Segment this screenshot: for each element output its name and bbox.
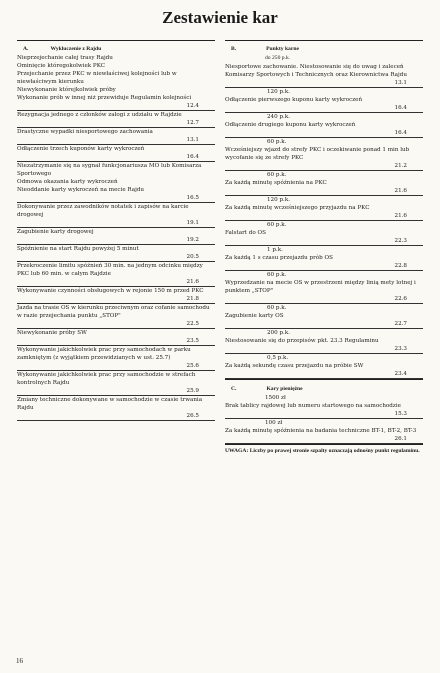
penalty-entry	[17, 245, 215, 262]
regulation-ref: 16.4	[394, 130, 407, 136]
regulation-ref: 19.1	[186, 220, 199, 226]
penalty-points: 60 p.k.	[267, 222, 287, 228]
top-rule	[17, 40, 215, 41]
offence-text: Niesportowe zachowanie. Niestosowanie się do uwag i zaleceń Komisarzy Sportowych i Technicznych oraz Kierownictwa Rajdu	[225, 64, 407, 78]
offence-text: Wykonywanie czynności obsługowych w rejonie 150 m przed PKC	[17, 288, 204, 294]
penalty-entry	[225, 171, 423, 196]
offence-text: Przejechanie przez PKC w niewłaściwej kolejności lub w niewłaściwym kierunku	[17, 71, 177, 85]
offence-text: Brak tablicy rajdowej lub numeru startowego na samochodzie	[225, 403, 401, 409]
regulation-ref: 16.5	[186, 195, 199, 201]
offence-text: Za każdą minutę wcześniejszego przyjazdu na PKC	[225, 205, 370, 211]
offence-text: Niewykonanie którejkolwiek próby	[17, 87, 116, 93]
offence-text: Drastyczne wypadki niesportowego zachowania	[17, 129, 153, 135]
penalty-entry	[225, 329, 423, 354]
footnote: UWAGA: Liczby po prawej stronie szpalty oznaczają odnośny punkt regulaminu.	[225, 444, 423, 455]
regulation-ref: 21.8	[186, 296, 199, 302]
section-letter: C.	[231, 386, 237, 392]
regulation-ref: 21.6	[394, 213, 407, 219]
offence-text: Za każdą minutę spóźnienia na badania techniczne BT-1, BT-2, BT-3	[225, 428, 417, 434]
regulation-ref: 21.6	[394, 188, 407, 194]
penalty-entry	[17, 262, 215, 287]
regulation-ref: 22.5	[186, 321, 199, 327]
regulation-ref: 22.6	[394, 296, 407, 302]
penalty-entry	[225, 138, 423, 171]
penalty-entry	[17, 329, 215, 346]
regulation-ref: 21.2	[394, 163, 407, 169]
offence-text: Niezatrzymanie się na sygnał funkcjonariusza MO lub Komisarza Sportowego	[17, 163, 202, 177]
penalty-entry	[225, 196, 423, 221]
page-title: Zestawienie kar	[162, 8, 278, 27]
section-a	[17, 44, 215, 421]
penalty-points: 200 p.k.	[267, 330, 290, 336]
penalty-entry	[17, 304, 215, 329]
regulation-ref: 19.2	[186, 237, 199, 243]
regulation-ref: 23.3	[394, 346, 407, 352]
regulation-ref: 13.1	[394, 80, 407, 86]
penalty-points: 120 p.k.	[267, 89, 290, 95]
regulation-ref: 13.1	[186, 137, 199, 143]
regulation-ref: 16.4	[394, 105, 407, 111]
offence-text: Wykonanie prób w innej niż przewiduje Regulamin kolejności	[17, 95, 192, 101]
regulation-ref: 23.4	[394, 371, 407, 377]
offence-text: Przekroczenie limitu spóźnień 30 min. na jednym odcinku między PKC lub 60 min. w całym Rajdzie	[17, 263, 203, 277]
penalty-entry	[17, 54, 215, 111]
offence-text: Rezygnacja jednego z członków załogi z udziału w Rajdzie	[17, 112, 182, 118]
penalty-entry	[225, 419, 423, 444]
penalty-entry	[225, 354, 423, 379]
offence-text: Odłączenie drugiego kuponu karty wykroczeń	[225, 122, 356, 128]
section-title: Punkty karne	[266, 46, 299, 52]
offence-text: Wcześniejszy wjazd do strefy PKC i oczekiwanie ponad 1 min lub wycofanie się ze strefy PKC	[225, 147, 410, 161]
penalty-entry	[225, 271, 423, 304]
offence-text: Falstart do OS	[225, 230, 266, 236]
penalty-entry	[17, 111, 215, 128]
regulation-ref: 12.7	[186, 120, 199, 126]
section-title: Wykluczenie z Rajdu	[50, 46, 102, 52]
regulation-ref: 22.7	[394, 321, 407, 327]
penalty-points: 60 p.k.	[267, 272, 287, 278]
regulation-ref: 20.5	[186, 254, 199, 260]
penalty-points: 1 p.k.	[267, 247, 283, 253]
offence-text: Nieoddanie karty wykroczeń na mecie Rajdu	[17, 187, 145, 193]
section-b-column	[225, 40, 423, 455]
regulation-ref: 12.4	[186, 103, 199, 109]
offence-text: Odmowa okazania karty wykroczeń	[17, 179, 118, 185]
section-letter: A.	[23, 46, 29, 52]
section-c	[225, 379, 423, 455]
section-a-heading	[17, 44, 215, 54]
penalty-entry	[225, 246, 423, 271]
penalty-entry	[17, 287, 215, 304]
section-letter: B.	[231, 46, 237, 52]
regulation-ref: 22.3	[394, 238, 407, 244]
penalty-points: 0,5 p.k.	[267, 355, 289, 361]
penalty-entry	[17, 371, 215, 396]
penalty-entry	[225, 394, 423, 419]
penalty-entry	[17, 346, 215, 371]
offence-text: Niewykonanie próby SW	[17, 330, 87, 336]
penalty-entry	[17, 128, 215, 145]
regulation-ref: 26.1	[394, 436, 407, 442]
section-b-heading	[225, 44, 423, 54]
section-a-column	[17, 40, 215, 421]
offence-text: Wykonywanie jakichkolwiek prac przy samochodzie w strefach kontrolnych Rajdu	[17, 372, 196, 386]
regulation-ref: 15.3	[394, 411, 407, 417]
regulation-ref: 25.6	[186, 363, 199, 369]
section-title: Kary pieniężne	[266, 386, 303, 392]
regulation-ref: 23.5	[186, 338, 199, 344]
penalty-entry	[225, 63, 423, 88]
penalty-points: 120 p.k.	[267, 197, 290, 203]
offence-text: Za każdą minutę spóźnienia na PKC	[225, 180, 327, 186]
penalty-entry	[17, 396, 215, 421]
penalty-entry	[17, 203, 215, 228]
offence-text: Odłączenie trzech kuponów karty wykroczeń	[17, 146, 145, 152]
penalty-entry	[225, 304, 423, 329]
offence-text: Niestosowanie się do przepisów pkt. 23.3 Regulaminu	[225, 338, 379, 344]
section-b	[225, 44, 423, 379]
offence-text: Zagubienie karty drogowej	[17, 229, 94, 235]
regulation-ref: 25.9	[186, 388, 199, 394]
penalty-points: 60 p.k.	[267, 172, 287, 178]
offence-text: Zmiany techniczne dokonywane w samochodzie w czasie trwania Rajdu	[17, 397, 203, 411]
regulation-ref: 16.4	[186, 154, 199, 160]
offence-text: Zagubienie karty OS	[225, 313, 284, 319]
offence-text: Za każdą sekundę czasu przejazdu na próbie SW	[225, 363, 364, 369]
fine-amount: 1500 zł	[265, 395, 286, 401]
section-b-subheading: do 250 p.k.	[265, 55, 291, 61]
offence-text: Dokonywanie przez zawodników notatek i zapisów na karcie drogowej	[17, 204, 189, 218]
offence-text: Ominięcie któregokolwiek PKC	[17, 63, 106, 69]
penalty-points: 240 p.k.	[267, 114, 290, 120]
regulation-ref: 21.6	[186, 279, 199, 285]
page-number: 16	[16, 657, 23, 665]
offence-text: Odłączenie pierwszego kuponu karty wykroczeń	[225, 97, 363, 103]
penalty-entry	[225, 113, 423, 138]
offence-text: Wyprzedzanie na mecie OS w przestrzeni między linią mety lotnej i punktem „STOP"	[225, 280, 416, 294]
regulation-ref: 26.5	[186, 413, 199, 419]
penalty-entry	[225, 221, 423, 246]
penalty-entry	[17, 228, 215, 245]
section-c-heading	[225, 384, 423, 394]
offence-text: Spóźnienie na start Rajdu powyżej 5 minut	[17, 246, 139, 252]
penalty-entry	[225, 88, 423, 113]
offence-text: Wykonywanie jakichkolwiek prac przy samochodach w parku zamkniętym (z wyjątkiem przewidzianych w ust. 25.7)	[17, 347, 191, 361]
penalty-entry	[17, 145, 215, 162]
offence-text: Nieprzejechanie całej trasy Rajdu	[17, 55, 113, 61]
penalty-points: 60 p.k.	[267, 139, 287, 145]
fine-amount: 100 zł	[265, 420, 283, 426]
offence-text: Jazda na trasie OS w kierunku przeciwnym oraz cofanie samochodu w razie przejechania punktu „STOP"	[17, 305, 210, 319]
top-rule	[225, 40, 423, 41]
offence-text: Za każdą 1 s czasu przejazdu prób OS	[225, 255, 333, 261]
penalty-entry	[17, 162, 215, 203]
regulation-ref: 22.8	[394, 263, 407, 269]
penalty-points: 60 p.k.	[267, 305, 287, 311]
